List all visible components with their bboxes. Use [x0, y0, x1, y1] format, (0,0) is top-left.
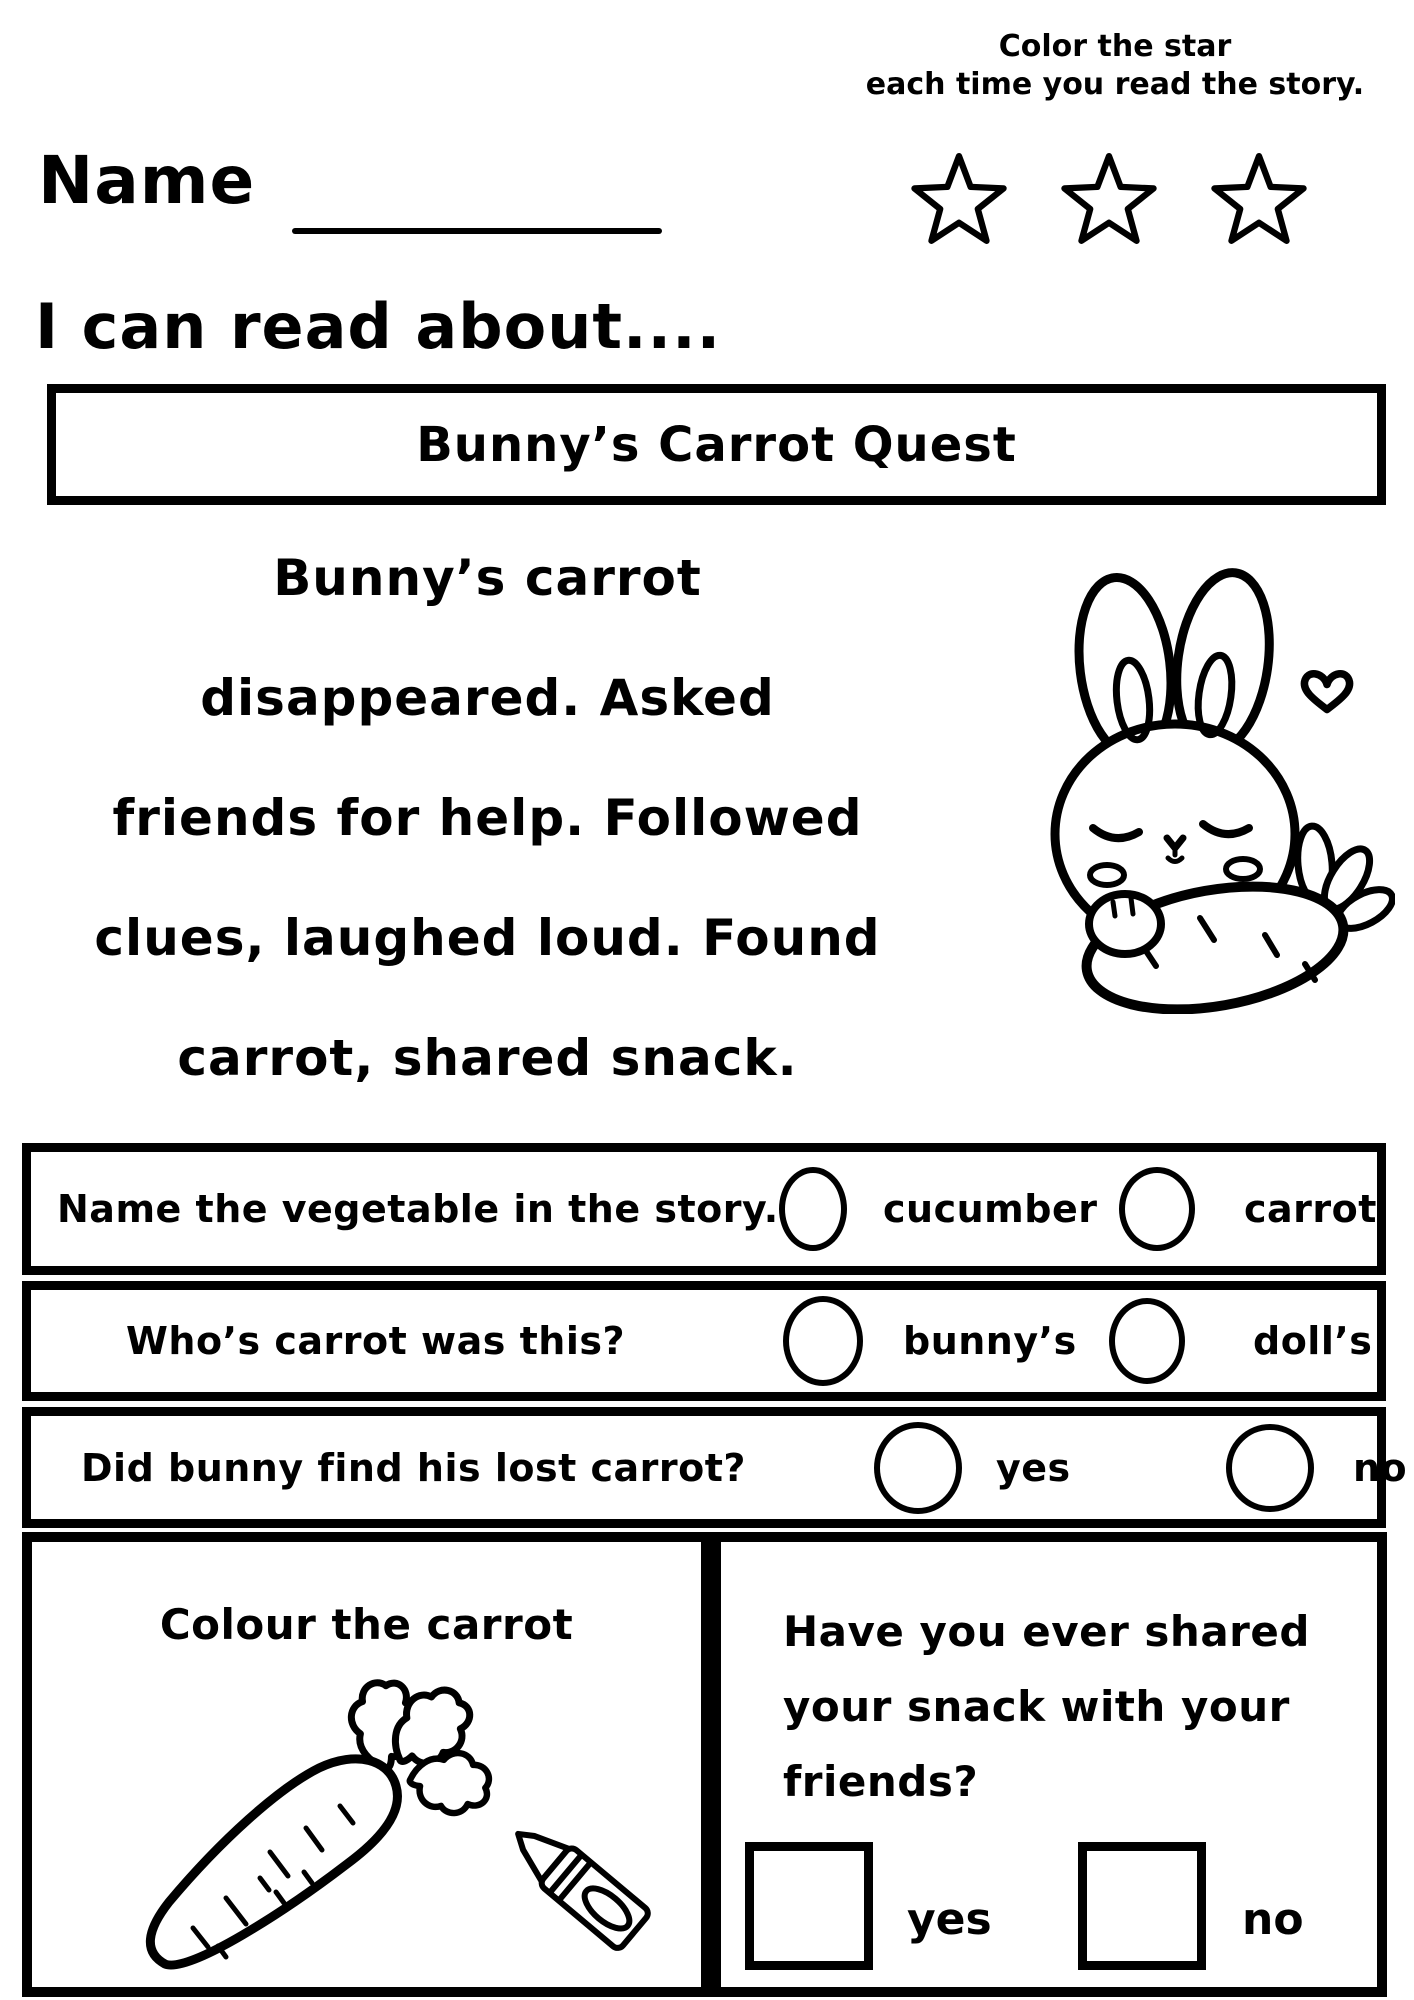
option-label: bunny’s: [903, 1319, 1077, 1363]
reading-stars: [905, 146, 1313, 258]
story-line: friends for help. Followed: [112, 789, 863, 847]
bunny-with-carrot-illustration: [975, 552, 1395, 1014]
story-line: Bunny’s carrot: [273, 549, 702, 607]
star-icon[interactable]: [1055, 146, 1163, 258]
question-row-whose-carrot: [22, 1281, 1386, 1401]
option-label: yes: [996, 1445, 1071, 1490]
question-row-vegetable: [22, 1143, 1386, 1275]
star-instruction-line1: Color the star: [998, 29, 1232, 64]
star-instruction: [860, 28, 1370, 104]
answer-circle-dolls[interactable]: [1109, 1298, 1185, 1384]
story-text: [15, 518, 960, 1118]
heart-icon: [1304, 674, 1349, 710]
answer-circle-yes[interactable]: [874, 1422, 962, 1514]
crayon-icon: [477, 1782, 677, 1982]
share-no-label: no: [1242, 1894, 1304, 1945]
name-label: Name: [38, 142, 256, 219]
story-title: Bunny’s Carrot Quest: [416, 416, 1017, 473]
star-icon[interactable]: [905, 146, 1013, 258]
share-checkbox-no[interactable]: [1078, 1842, 1206, 1970]
name-write-line[interactable]: [292, 228, 662, 234]
question-row-found-carrot: [22, 1407, 1408, 1528]
colour-carrot-panel: [22, 1532, 711, 1997]
answer-circle-bunnys[interactable]: [783, 1296, 863, 1386]
star-icon[interactable]: [1205, 146, 1313, 258]
intro-heading: I can read about....: [35, 290, 722, 363]
share-question: Have you ever shared your snack with your friends?: [783, 1607, 1310, 1806]
question-prompt: Name the vegetable in the story.: [57, 1187, 779, 1231]
story-line: clues, laughed loud. Found: [94, 909, 881, 967]
option-label: no: [1353, 1445, 1408, 1490]
story-title-box: [47, 384, 1386, 505]
option-label: carrot: [1244, 1187, 1377, 1231]
colour-carrot-title: Colour the carrot: [159, 1600, 574, 1649]
answer-circle-no[interactable]: [1226, 1424, 1314, 1512]
option-label: doll’s: [1253, 1319, 1373, 1363]
story-line: disappeared. Asked: [200, 669, 775, 727]
story-line: carrot, shared snack.: [177, 1029, 798, 1087]
option-label: cucumber: [883, 1187, 1098, 1231]
answer-circle-carrot[interactable]: [1119, 1167, 1195, 1251]
question-prompt: Did bunny find his lost carrot?: [81, 1445, 746, 1490]
share-checkbox-yes[interactable]: [745, 1842, 873, 1970]
star-instruction-line2: each time you read the story.: [865, 67, 1365, 102]
share-snack-panel: [711, 1532, 1387, 1997]
question-prompt: Who’s carrot was this?: [126, 1319, 626, 1363]
answer-circle-cucumber[interactable]: [779, 1167, 847, 1251]
share-yes-label: yes: [907, 1894, 992, 1945]
carrot-colouring-image[interactable]: [90, 1646, 520, 1981]
